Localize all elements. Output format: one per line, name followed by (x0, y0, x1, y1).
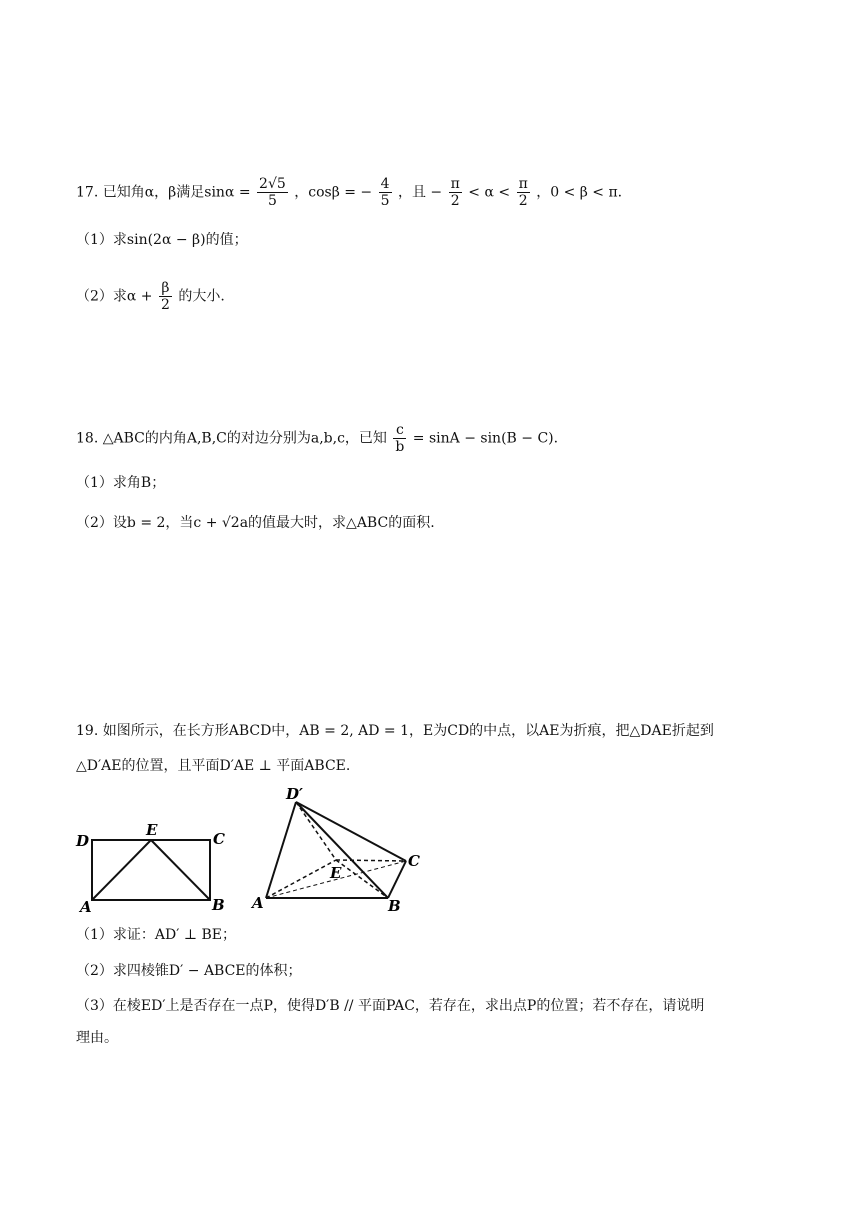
figure-folded-pyramid (248, 786, 428, 916)
edge-dpb (296, 802, 388, 898)
label-a: A (252, 894, 264, 912)
q18-head: 18. △ABC的内角A,B,C的对边分别为a,b,c，已知 (76, 430, 387, 447)
rect-outline (92, 840, 210, 900)
label-d: D (76, 832, 90, 850)
q17-part2: （2）求α + $\frac{\beta}{2}$ 的大小. (76, 280, 225, 313)
label-e: E (146, 821, 158, 839)
edge-dpe-hidden (296, 802, 336, 860)
q17-fraction-beta: $\frac{\beta}{2}$ (161, 280, 170, 313)
q18-part2: （2）设b = 2，当c + √2a的值最大时，求△ABC的面积. (76, 515, 435, 531)
q17-tail: ，0 < β < π. (536, 184, 623, 201)
q18-statement (76, 422, 558, 455)
q19-line2: △D′AE的位置，且平面D′AE ⊥ 平面ABCE. (76, 758, 351, 774)
q17-fraction-upper: $\frac{\pi}{2}$ (518, 176, 528, 209)
figure-rectangle-abcd (70, 820, 240, 915)
q17-mid2: ，且 − (397, 184, 443, 201)
q17-head: 17. 已知角α，β满足sinα = (76, 184, 251, 201)
label-c: C (408, 852, 420, 870)
q17-mid3: < α < (468, 184, 511, 201)
q17-statement (76, 176, 622, 209)
label-a: A (80, 898, 92, 915)
q17-fraction-cos: $\frac{4}{5}$ (380, 176, 390, 209)
edge-ec-hidden (336, 860, 406, 861)
q17-part1: （1）求sin(2α − β)的值； (76, 232, 248, 248)
segment-ae (92, 840, 151, 900)
q19-part3-continued: 理由。 (76, 1030, 118, 1046)
q18-part1: （1）求角B； (76, 475, 166, 491)
q19-line1: 19. 如图所示，在长方形ABCD中，AB = 2, AD = 1，E为CD的中点，以AE为折痕，把△DAE折起到 (76, 723, 714, 739)
edge-dpc (296, 802, 406, 861)
label-c: C (213, 830, 225, 848)
q17-fraction-lower: $\frac{\pi}{2}$ (450, 176, 460, 209)
edge-eb-hidden (336, 860, 388, 898)
edge-bc (388, 861, 406, 898)
q18-fraction: $\frac{c}{b}$ (395, 422, 405, 455)
q17-fraction-sin: $\frac{2√5}{5}$ (259, 176, 286, 209)
label-e: E (330, 864, 342, 882)
q18-tail: = sinA − sin(B − C). (412, 430, 559, 447)
q19-part1: （1）求证：AD′ ⊥ BE； (76, 927, 236, 943)
segment-eb (151, 840, 210, 900)
q19-part3: （3）在棱ED′上是否存在一点P，使得D′B // 平面PAC，若存在，求出点P的位置；若不存在，请说明 (76, 998, 705, 1014)
q17-mid1: ，cosβ = − (294, 184, 373, 201)
q19-part2: （2）求四棱锥D′ − ABCE的体积； (76, 963, 302, 979)
label-b: B (388, 897, 401, 915)
label-b: B (212, 896, 225, 914)
label-dprime: D′ (286, 786, 303, 803)
